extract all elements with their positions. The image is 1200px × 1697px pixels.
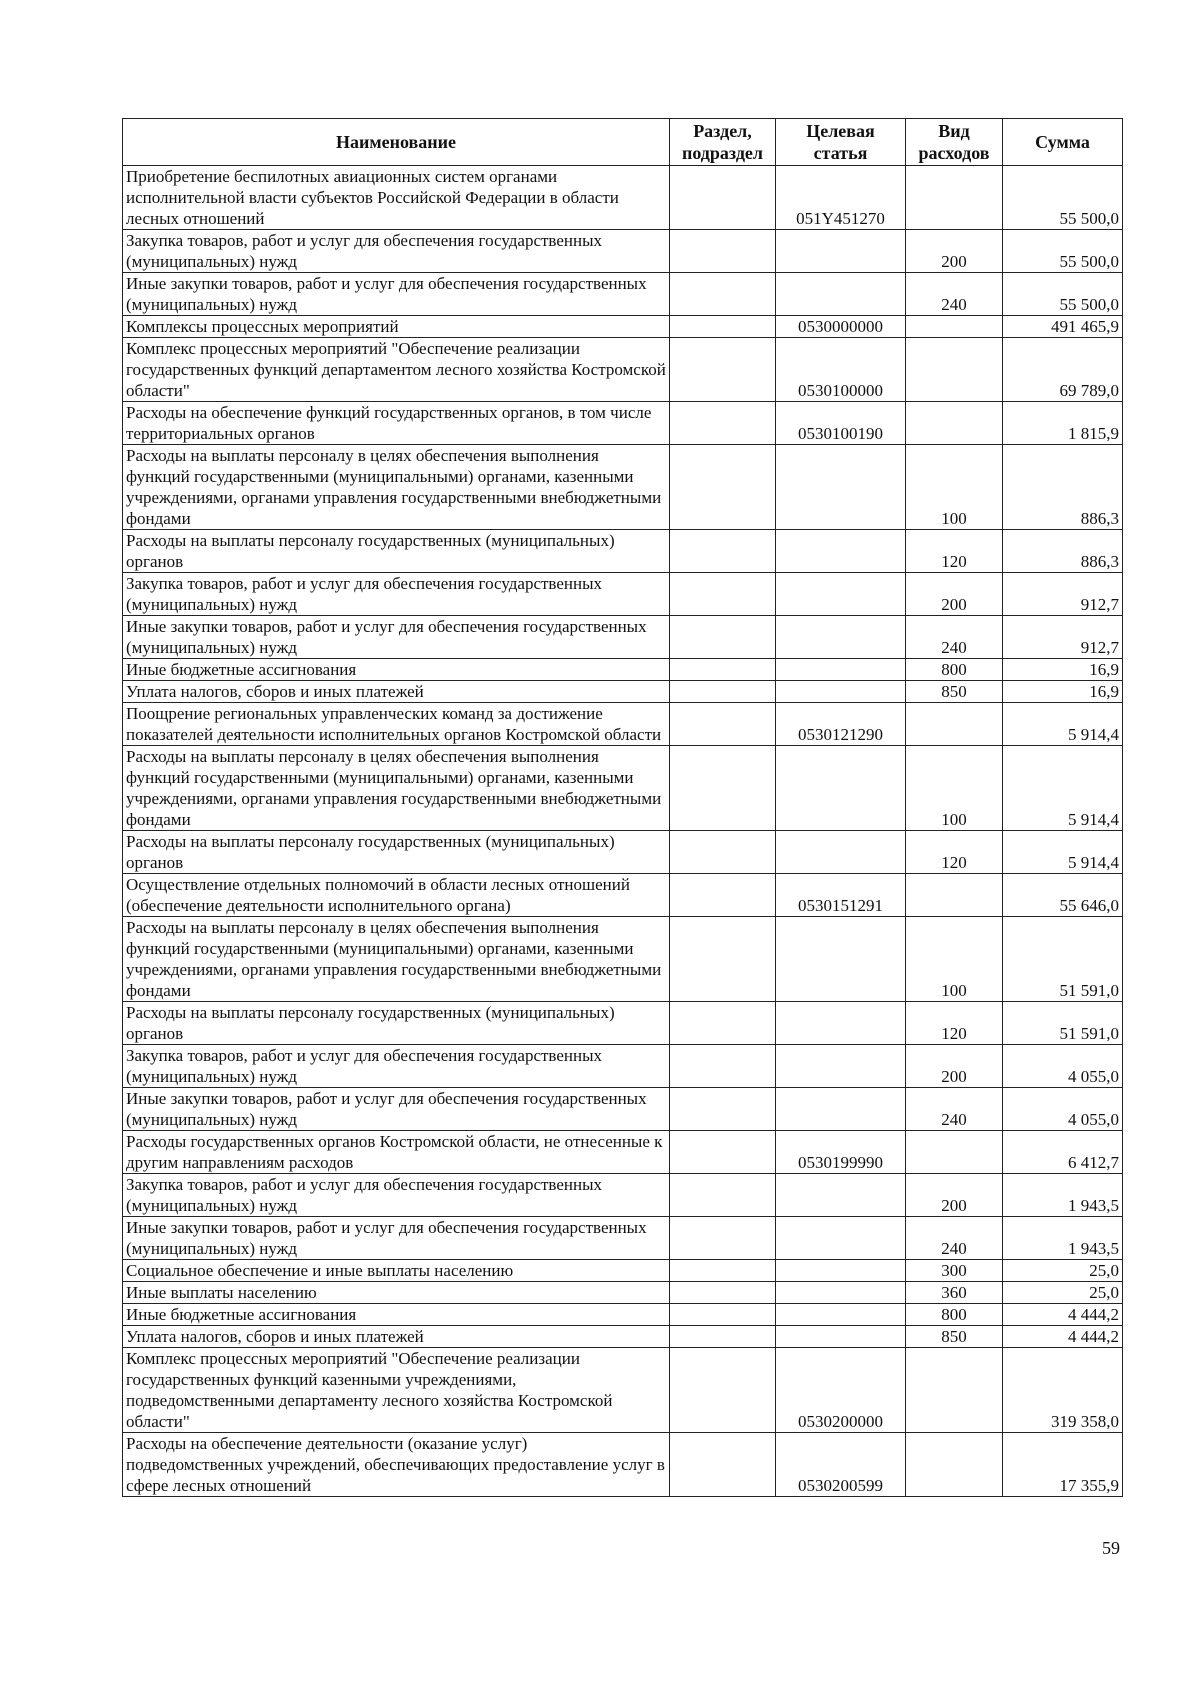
cell-section <box>670 166 776 230</box>
cell-target <box>776 530 906 573</box>
cell-section <box>670 1433 776 1497</box>
cell-name: Расходы на выплаты персоналу государственных (муниципальных) органов <box>123 1002 670 1045</box>
cell-section <box>670 573 776 616</box>
cell-name: Расходы государственных органов Костромской области, не отнесенные к другим направлениям расходов <box>123 1131 670 1174</box>
cell-sum: 912,7 <box>1003 616 1123 659</box>
cell-kind: 120 <box>906 831 1003 874</box>
table-row <box>123 1217 1123 1260</box>
table-row <box>123 831 1123 874</box>
cell-sum: 1 943,5 <box>1003 1174 1123 1217</box>
cell-section <box>670 659 776 681</box>
cell-name: Иные закупки товаров, работ и услуг для обеспечения государственных (муниципальных) нужд <box>123 616 670 659</box>
cell-target: 0530121290 <box>776 703 906 746</box>
table-row <box>123 659 1123 681</box>
cell-target <box>776 573 906 616</box>
cell-target <box>776 746 906 831</box>
cell-sum: 1 943,5 <box>1003 1217 1123 1260</box>
cell-section <box>670 831 776 874</box>
cell-kind: 100 <box>906 445 1003 530</box>
cell-kind: 100 <box>906 917 1003 1002</box>
cell-target: 0530200000 <box>776 1348 906 1433</box>
table-row <box>123 573 1123 616</box>
cell-name: Иные закупки товаров, работ и услуг для обеспечения государственных (муниципальных) нужд <box>123 1088 670 1131</box>
cell-name: Комплексы процессных мероприятий <box>123 316 670 338</box>
cell-target <box>776 1304 906 1326</box>
cell-section <box>670 530 776 573</box>
cell-name: Расходы на обеспечение функций государственных органов, в том числе территориальных органов <box>123 402 670 445</box>
cell-target <box>776 831 906 874</box>
cell-sum: 1 815,9 <box>1003 402 1123 445</box>
table-row <box>123 316 1123 338</box>
table-row <box>123 1174 1123 1217</box>
cell-kind: 300 <box>906 1260 1003 1282</box>
cell-name: Расходы на выплаты персоналу в целях обеспечения выполнения функций государственными (муниципальными) органами, казенными учреждениями, органами управления государственными внебюджетными фондами <box>123 917 670 1002</box>
cell-sum: 25,0 <box>1003 1260 1123 1282</box>
budget-table <box>122 118 1123 1497</box>
cell-sum: 55 500,0 <box>1003 273 1123 316</box>
table-row <box>123 445 1123 530</box>
cell-section <box>670 874 776 917</box>
cell-sum: 6 412,7 <box>1003 1131 1123 1174</box>
cell-sum: 4 444,2 <box>1003 1304 1123 1326</box>
cell-name: Иные закупки товаров, работ и услуг для обеспечения государственных (муниципальных) нужд <box>123 273 670 316</box>
cell-target <box>776 1045 906 1088</box>
cell-target <box>776 1088 906 1131</box>
cell-kind: 100 <box>906 746 1003 831</box>
cell-kind <box>906 316 1003 338</box>
cell-kind: 360 <box>906 1282 1003 1304</box>
table-row <box>123 530 1123 573</box>
cell-kind: 120 <box>906 1002 1003 1045</box>
cell-name: Закупка товаров, работ и услуг для обеспечения государственных (муниципальных) нужд <box>123 230 670 273</box>
cell-kind: 240 <box>906 1217 1003 1260</box>
table-body <box>123 166 1123 1497</box>
table-row <box>123 874 1123 917</box>
cell-sum: 17 355,9 <box>1003 1433 1123 1497</box>
cell-target <box>776 681 906 703</box>
cell-section <box>670 1045 776 1088</box>
cell-section <box>670 1217 776 1260</box>
cell-name: Иные бюджетные ассигнования <box>123 659 670 681</box>
table-row <box>123 1088 1123 1131</box>
cell-name: Уплата налогов, сборов и иных платежей <box>123 681 670 703</box>
cell-section <box>670 1304 776 1326</box>
cell-name: Расходы на выплаты персоналу государственных (муниципальных) органов <box>123 530 670 573</box>
cell-kind <box>906 402 1003 445</box>
cell-sum: 55 500,0 <box>1003 166 1123 230</box>
cell-target <box>776 445 906 530</box>
table-row <box>123 1260 1123 1282</box>
table-row <box>123 1002 1123 1045</box>
cell-name: Комплекс процессных мероприятий "Обеспечение реализации государственных функций департаментом лесного хозяйства Костромской области" <box>123 338 670 402</box>
page-number: 59 <box>1102 1538 1120 1558</box>
cell-sum: 886,3 <box>1003 530 1123 573</box>
header-kind: Вид расходов <box>906 119 1003 166</box>
table-row <box>123 703 1123 746</box>
table-row <box>123 1131 1123 1174</box>
cell-sum: 5 914,4 <box>1003 746 1123 831</box>
cell-sum: 4 055,0 <box>1003 1045 1123 1088</box>
cell-kind: 240 <box>906 273 1003 316</box>
cell-sum: 55 500,0 <box>1003 230 1123 273</box>
cell-name: Закупка товаров, работ и услуг для обеспечения государственных (муниципальных) нужд <box>123 1045 670 1088</box>
header-name: Наименование <box>123 119 670 166</box>
cell-kind: 800 <box>906 659 1003 681</box>
cell-sum: 912,7 <box>1003 573 1123 616</box>
cell-target: 0530100190 <box>776 402 906 445</box>
cell-name: Закупка товаров, работ и услуг для обеспечения государственных (муниципальных) нужд <box>123 1174 670 1217</box>
cell-target: 0530100000 <box>776 338 906 402</box>
table-row <box>123 746 1123 831</box>
cell-kind: 800 <box>906 1304 1003 1326</box>
header-section: Раздел, подраздел <box>670 119 776 166</box>
cell-name: Закупка товаров, работ и услуг для обеспечения государственных (муниципальных) нужд <box>123 573 670 616</box>
cell-sum: 51 591,0 <box>1003 917 1123 1002</box>
cell-name: Иные бюджетные ассигнования <box>123 1304 670 1326</box>
cell-sum: 25,0 <box>1003 1282 1123 1304</box>
cell-kind: 850 <box>906 1326 1003 1348</box>
cell-kind: 120 <box>906 530 1003 573</box>
cell-sum: 69 789,0 <box>1003 338 1123 402</box>
cell-sum: 4 055,0 <box>1003 1088 1123 1131</box>
table-row <box>123 1282 1123 1304</box>
cell-sum: 319 358,0 <box>1003 1348 1123 1433</box>
cell-section <box>670 1282 776 1304</box>
cell-section <box>670 1002 776 1045</box>
cell-name: Приобретение беспилотных авиационных систем органами исполнительной власти субъектов Российской Федерации в области лесных отношений <box>123 166 670 230</box>
cell-kind: 200 <box>906 1045 1003 1088</box>
cell-target <box>776 230 906 273</box>
cell-section <box>670 445 776 530</box>
cell-section <box>670 1131 776 1174</box>
cell-section <box>670 1174 776 1217</box>
cell-name: Расходы на выплаты персоналу в целях обеспечения выполнения функций государственными (муниципальными) органами, казенными учреждениями, органами управления государственными внебюджетными фондами <box>123 746 670 831</box>
cell-kind <box>906 166 1003 230</box>
cell-kind: 200 <box>906 230 1003 273</box>
cell-name: Осуществление отдельных полномочий в области лесных отношений (обеспечение деятельности исполнительного органа) <box>123 874 670 917</box>
cell-section <box>670 1326 776 1348</box>
cell-kind <box>906 1131 1003 1174</box>
cell-target <box>776 616 906 659</box>
cell-kind <box>906 1433 1003 1497</box>
cell-target: 0530199990 <box>776 1131 906 1174</box>
cell-sum: 5 914,4 <box>1003 831 1123 874</box>
cell-kind: 850 <box>906 681 1003 703</box>
table-row <box>123 338 1123 402</box>
cell-section <box>670 338 776 402</box>
cell-section <box>670 746 776 831</box>
table-row <box>123 616 1123 659</box>
cell-kind <box>906 338 1003 402</box>
cell-kind: 240 <box>906 1088 1003 1131</box>
cell-target <box>776 1260 906 1282</box>
cell-kind: 200 <box>906 573 1003 616</box>
cell-sum: 886,3 <box>1003 445 1123 530</box>
cell-section <box>670 316 776 338</box>
cell-target: 0530151291 <box>776 874 906 917</box>
cell-sum: 16,9 <box>1003 659 1123 681</box>
cell-target <box>776 659 906 681</box>
cell-section <box>670 681 776 703</box>
cell-name: Расходы на обеспечение деятельности (оказание услуг) подведомственных учреждений, обеспечивающих предоставление услуг в сфере лесных отношений <box>123 1433 670 1497</box>
table-row <box>123 917 1123 1002</box>
cell-name: Поощрение региональных управленческих команд за достижение показателей деятельности исполнительных органов Костромской области <box>123 703 670 746</box>
cell-kind <box>906 1348 1003 1433</box>
table-row <box>123 230 1123 273</box>
cell-sum: 4 444,2 <box>1003 1326 1123 1348</box>
cell-name: Комплекс процессных мероприятий "Обеспечение реализации государственных функций казенными учреждениями, подведомственными департаменту лесного хозяйства Костромской области" <box>123 1348 670 1433</box>
cell-sum: 5 914,4 <box>1003 703 1123 746</box>
cell-section <box>670 1260 776 1282</box>
cell-section <box>670 273 776 316</box>
cell-target <box>776 1174 906 1217</box>
cell-kind: 240 <box>906 616 1003 659</box>
cell-target <box>776 917 906 1002</box>
cell-target: 0530200599 <box>776 1433 906 1497</box>
cell-name: Расходы на выплаты персоналу государственных (муниципальных) органов <box>123 831 670 874</box>
cell-section <box>670 917 776 1002</box>
cell-target <box>776 1217 906 1260</box>
cell-name: Уплата налогов, сборов и иных платежей <box>123 1326 670 1348</box>
cell-kind <box>906 703 1003 746</box>
table-row <box>123 1433 1123 1497</box>
cell-sum: 51 591,0 <box>1003 1002 1123 1045</box>
cell-target <box>776 273 906 316</box>
cell-target <box>776 1002 906 1045</box>
table-row <box>123 1304 1123 1326</box>
cell-kind <box>906 874 1003 917</box>
cell-target <box>776 1326 906 1348</box>
table-header-row <box>123 119 1123 166</box>
table-row <box>123 1326 1123 1348</box>
cell-name: Расходы на выплаты персоналу в целях обеспечения выполнения функций государственными (муниципальными) органами, казенными учреждениями, органами управления государственными внебюджетными фондами <box>123 445 670 530</box>
cell-sum: 55 646,0 <box>1003 874 1123 917</box>
table-row <box>123 402 1123 445</box>
cell-section <box>670 1088 776 1131</box>
table-row <box>123 166 1123 230</box>
cell-section <box>670 230 776 273</box>
cell-sum: 491 465,9 <box>1003 316 1123 338</box>
cell-name: Иные выплаты населению <box>123 1282 670 1304</box>
table-row <box>123 273 1123 316</box>
cell-kind: 200 <box>906 1174 1003 1217</box>
cell-target <box>776 1282 906 1304</box>
cell-section <box>670 402 776 445</box>
table-row <box>123 681 1123 703</box>
cell-sum: 16,9 <box>1003 681 1123 703</box>
cell-section <box>670 616 776 659</box>
header-sum: Сумма <box>1003 119 1123 166</box>
cell-target: 0530000000 <box>776 316 906 338</box>
cell-section <box>670 1348 776 1433</box>
cell-name: Иные закупки товаров, работ и услуг для обеспечения государственных (муниципальных) нужд <box>123 1217 670 1260</box>
header-target: Целевая статья <box>776 119 906 166</box>
cell-section <box>670 703 776 746</box>
table-row <box>123 1045 1123 1088</box>
table-row <box>123 1348 1123 1433</box>
cell-name: Социальное обеспечение и иные выплаты населению <box>123 1260 670 1282</box>
cell-target: 051Y451270 <box>776 166 906 230</box>
